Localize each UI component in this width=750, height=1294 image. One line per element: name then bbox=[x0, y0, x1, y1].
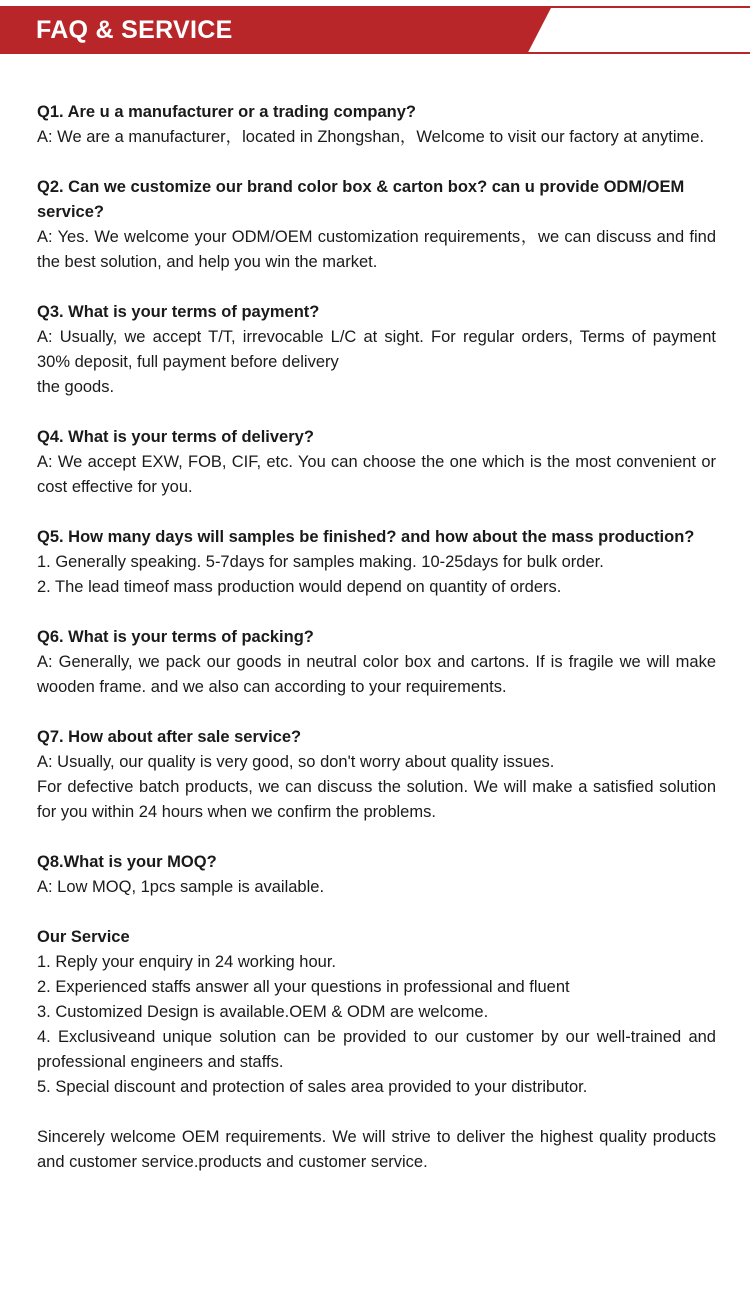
faq-item-4 bbox=[37, 425, 716, 500]
faq-content bbox=[37, 100, 716, 1200]
faq-answer: A: Usually, our quality is very good, so don't worry about quality issues. bbox=[37, 753, 555, 771]
faq-item-7 bbox=[37, 725, 716, 825]
faq-answer: A: We are a manufacturer，located in Zhongshan，Welcome to visit our factory at anytime. bbox=[37, 128, 705, 146]
faq-question: Q1. Are u a manufacturer or a trading company? bbox=[37, 103, 416, 121]
faq-question: Q8.What is your MOQ? bbox=[37, 853, 217, 871]
faq-item-5 bbox=[37, 525, 716, 600]
faq-question: Q7. How about after sale service? bbox=[37, 728, 302, 746]
faq-question: Q2. Can we customize our brand color box & carton box? can u provide ODM/OEM service? bbox=[37, 178, 685, 221]
faq-question: Q5. How many days will samples be finished? and how about the mass production? bbox=[37, 528, 695, 546]
faq-question: Q4. What is your terms of delivery? bbox=[37, 428, 314, 446]
faq-answer-line: 1. Generally speaking. 5-7days for samples making. 10-25days for bulk order. bbox=[37, 553, 604, 571]
closing-statement-block bbox=[37, 1125, 716, 1175]
faq-item-1 bbox=[37, 100, 716, 150]
faq-answer: A: Yes. We welcome your ODM/OEM customization requirements，we can discuss and find the best solution, and help you win the market. bbox=[37, 228, 716, 271]
header-rule-bottom bbox=[520, 52, 750, 54]
faq-answer-continuation: the goods. bbox=[37, 378, 115, 396]
faq-answer: A: Usually, we accept T/T, irrevocable L/C at sight. For regular orders, Terms of payment 30% deposit, full payment before delivery bbox=[37, 328, 716, 371]
faq-answer-line: 2. The lead timeof mass production would depend on quantity of orders. bbox=[37, 578, 562, 596]
faq-item-8 bbox=[37, 850, 716, 900]
faq-item-2 bbox=[37, 175, 716, 275]
page-title: FAQ & SERVICE bbox=[36, 16, 233, 44]
service-item: 3. Customized Design is available.OEM & ODM are welcome. bbox=[37, 1003, 489, 1021]
service-title: Our Service bbox=[37, 928, 130, 946]
service-item: 1. Reply your enquiry in 24 working hour. bbox=[37, 953, 336, 971]
header-rule-top bbox=[540, 6, 750, 8]
faq-answer: For defective batch products, we can discuss the solution. We will make a satisfied solution for you within 24 hours when we confirm the problems. bbox=[37, 778, 716, 821]
faq-answer: A: We accept EXW, FOB, CIF, etc. You can choose the one which is the most convenient or cost effective for you. bbox=[37, 453, 716, 496]
service-section bbox=[37, 925, 716, 1100]
section-header bbox=[0, 0, 750, 60]
faq-item-3 bbox=[37, 300, 716, 400]
faq-item-6 bbox=[37, 625, 716, 700]
faq-answer: A: Low MOQ, 1pcs sample is available. bbox=[37, 878, 325, 896]
faq-question: Q3. What is your terms of payment? bbox=[37, 303, 320, 321]
faq-question: Q6. What is your terms of packing? bbox=[37, 628, 314, 646]
service-item: 2. Experienced staffs answer all your questions in professional and fluent bbox=[37, 978, 570, 996]
service-item: 4. Exclusiveand unique solution can be provided to our customer by our well-trained and professional engineers and staffs. bbox=[37, 1028, 716, 1071]
faq-answer: A: Generally, we pack our goods in neutral color box and cartons. If is fragile we will make wooden frame. and we also can according to your requirements. bbox=[37, 653, 716, 696]
closing-statement: Sincerely welcome OEM requirements. We will strive to deliver the highest quality products and customer service.products and customer service. bbox=[37, 1128, 716, 1171]
service-item: 5. Special discount and protection of sales area provided to your distributor. bbox=[37, 1078, 588, 1096]
